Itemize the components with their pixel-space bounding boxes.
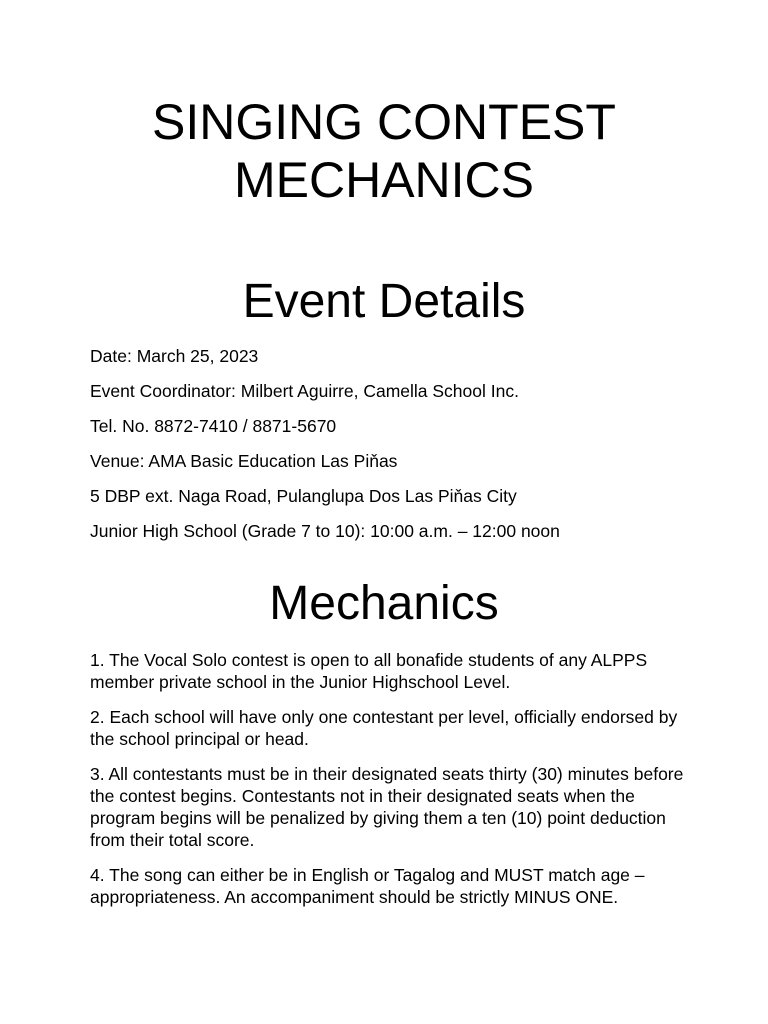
event-details-heading: Event Details xyxy=(242,275,526,328)
event-details-list xyxy=(90,345,710,555)
mechanics-rules-list xyxy=(90,649,688,921)
title-line-2: MECHANICS xyxy=(233,152,535,208)
detail-venue: Venue: AMA Basic Education Las Piňas xyxy=(90,451,398,471)
rule-item: 1. The Vocal Solo contest is open to all bonafide students of any ALPPS member private school in the Junior Highschool Level. xyxy=(90,650,648,692)
detail-address: 5 DBP ext. Naga Road, Pulanglupa Dos Las Piňas City xyxy=(90,486,517,506)
rule-item: 3. All contestants must be in their designated seats thirty (30) minutes before the contest begins. Contestants not in their designated seats when the program begins will be penalized by giving them a ten (10) point deduction from their total score. xyxy=(90,764,684,850)
detail-coordinator: Event Coordinator: Milbert Aguirre, Camella School Inc. xyxy=(90,381,519,401)
detail-schedule: Junior High School (Grade 7 to 10): 10:00 a.m. – 12:00 noon xyxy=(90,521,560,541)
page-title xyxy=(0,93,768,209)
detail-date: Date: March 25, 2023 xyxy=(90,346,259,366)
rule-item: 4. The song can either be in English or Tagalog and MUST match age – appropriateness. An accompaniment should be strictly MINUS ONE. xyxy=(90,865,645,907)
rule-item: 2. Each school will have only one contestant per level, officially endorsed by the school principal or head. xyxy=(90,707,678,749)
detail-telephone: Tel. No. 8872-7410 / 8871-5670 xyxy=(90,416,337,436)
mechanics-heading: Mechanics xyxy=(269,577,499,630)
title-line-1: SINGING CONTEST xyxy=(152,94,616,150)
